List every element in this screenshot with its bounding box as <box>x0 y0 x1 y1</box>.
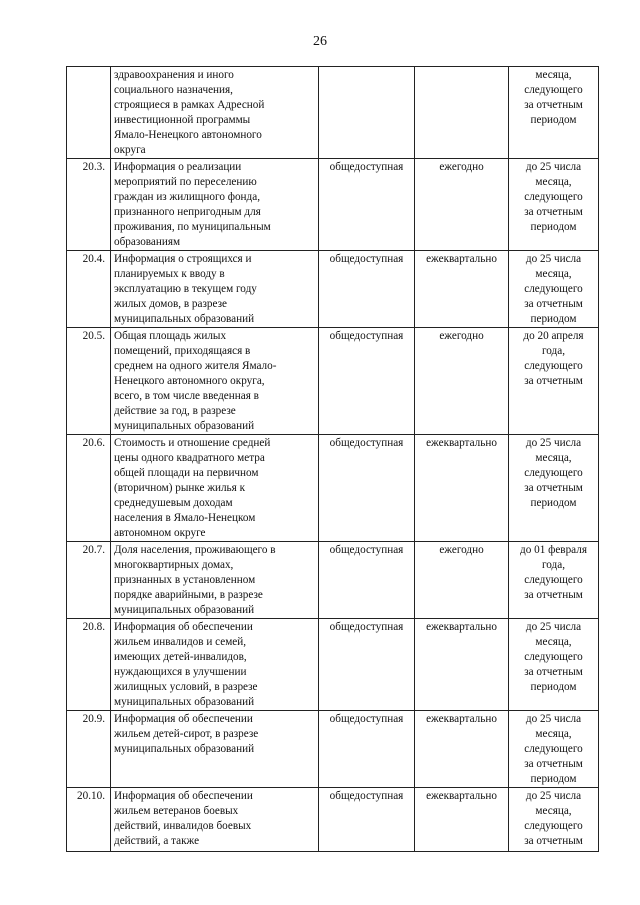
deadline-cell <box>509 67 599 159</box>
deadline: до 20 апреля года, следующего за отчетным <box>523 330 584 387</box>
indicator-name: здравоохранения и иного социального назначения, строящиеся в рамках Адресной инвестиционной программы Ямало-Ненецкого автономного округа <box>114 69 265 156</box>
periodicity-cell <box>415 711 509 788</box>
indicator-name: Информация о реализации мероприятий по переселению граждан из жилищного фонда, признанного непригодным для проживания, по муниципальным образованиям <box>114 161 271 248</box>
page-number: 26 <box>313 34 327 49</box>
deadline: до 25 числа месяца, следующего за отчетным периодом <box>524 713 583 785</box>
row-number-cell <box>67 251 111 328</box>
row-number: 20.9. <box>82 713 105 725</box>
row-number: 20.8. <box>82 621 105 633</box>
row-number-cell <box>67 328 111 435</box>
periodicity: ежеквартально <box>426 621 497 633</box>
periodicity: ежеквартально <box>426 437 497 449</box>
indicator-name-cell <box>111 619 319 711</box>
periodicity-cell <box>415 788 509 852</box>
access-type-cell <box>319 619 415 711</box>
table-row <box>67 67 599 159</box>
row-number: 20.5. <box>82 330 105 342</box>
row-number-cell <box>67 619 111 711</box>
indicator-name: Информация об обеспечении жильем детей-сирот, в разрезе муниципальных образований <box>114 713 259 755</box>
row-number: 20.4. <box>82 253 105 265</box>
periodicity-cell <box>415 67 509 159</box>
deadline: до 25 числа месяца, следующего за отчетным периодом <box>524 621 583 693</box>
table-row <box>67 159 599 251</box>
deadline: месяца, следующего за отчетным периодом <box>524 69 583 126</box>
periodicity: ежегодно <box>439 544 484 556</box>
access-type: общедоступная <box>329 544 404 556</box>
access-type: общедоступная <box>329 330 404 342</box>
row-number: 20.3. <box>82 161 105 173</box>
table-row <box>67 788 599 852</box>
access-type-cell <box>319 328 415 435</box>
access-type-cell <box>319 542 415 619</box>
table-row <box>67 619 599 711</box>
table-row <box>67 251 599 328</box>
indicator-name-cell <box>111 711 319 788</box>
indicator-name-cell <box>111 251 319 328</box>
deadline: до 25 числа месяца, следующего за отчетным периодом <box>524 161 583 233</box>
access-type: общедоступная <box>329 253 404 265</box>
row-number-cell <box>67 542 111 619</box>
table-row <box>67 435 599 542</box>
table-row <box>67 328 599 435</box>
deadline-cell <box>509 159 599 251</box>
access-type-cell <box>319 435 415 542</box>
access-type: общедоступная <box>329 621 404 633</box>
indicator-name-cell <box>111 159 319 251</box>
indicator-name-cell <box>111 542 319 619</box>
access-type-cell <box>319 251 415 328</box>
access-type: общедоступная <box>329 790 404 802</box>
periodicity: ежеквартально <box>426 253 497 265</box>
deadline-cell <box>509 619 599 711</box>
deadline: до 25 числа месяца, следующего за отчетным периодом <box>524 253 583 325</box>
periodicity-cell <box>415 542 509 619</box>
deadline-cell <box>509 328 599 435</box>
periodicity-cell <box>415 328 509 435</box>
deadline-cell <box>509 542 599 619</box>
access-type-cell <box>319 159 415 251</box>
indicator-name: Стоимость и отношение средней цены одного квадратного метра общей площади на первичном (вторичном) рынке жилья к среднедушевым доходам населения в Ямало-Ненецком автономном округе <box>114 437 271 539</box>
deadline: до 25 числа месяца, следующего за отчетным периодом <box>524 437 583 509</box>
periodicity: ежегодно <box>439 330 484 342</box>
indicator-name-cell <box>111 67 319 159</box>
row-number-cell <box>67 788 111 852</box>
access-type: общедоступная <box>329 437 404 449</box>
row-number: 20.7. <box>82 544 105 556</box>
access-type-cell <box>319 67 415 159</box>
access-type: общедоступная <box>329 161 404 173</box>
access-type-cell <box>319 711 415 788</box>
periodicity: ежеквартально <box>426 790 497 802</box>
periodicity: ежегодно <box>439 161 484 173</box>
deadline-cell <box>509 788 599 852</box>
indicator-name: Информация об обеспечении жильем ветеранов боевых действий, инвалидов боевых действий, а также <box>114 790 253 847</box>
row-number-cell <box>67 159 111 251</box>
periodicity-cell <box>415 251 509 328</box>
deadline: до 25 числа месяца, следующего за отчетным <box>524 790 583 847</box>
deadline-cell <box>509 251 599 328</box>
table-row <box>67 542 599 619</box>
periodicity-cell <box>415 619 509 711</box>
indicator-name: Доля населения, проживающего в многоквартирных домах, признанных в установленном порядке аварийными, в разрезе муниципальных образований <box>114 544 276 616</box>
periodicity: ежеквартально <box>426 713 497 725</box>
indicator-name: Общая площадь жилых помещений, приходящаяся в среднем на одного жителя Ямало- Ненецкого автономного округа, всего, в том числе введенная в действие за год, в разрезе муниципальных образований <box>114 330 277 432</box>
document-table <box>66 66 599 852</box>
indicator-name-cell <box>111 328 319 435</box>
indicator-name: Информация об обеспечении жильем инвалидов и семей, имеющих детей-инвалидов, нуждающихся в улучшении жилищных условий, в разрезе муниципальных образований <box>114 621 258 708</box>
indicator-name-cell <box>111 435 319 542</box>
access-type-cell <box>319 788 415 852</box>
row-number-cell <box>67 435 111 542</box>
row-number-cell <box>67 67 111 159</box>
table-row <box>67 711 599 788</box>
periodicity-cell <box>415 159 509 251</box>
access-type: общедоступная <box>329 713 404 725</box>
deadline-cell <box>509 435 599 542</box>
deadline-cell <box>509 711 599 788</box>
deadline: до 01 февраля года, следующего за отчетным <box>520 544 587 601</box>
row-number: 20.10. <box>77 790 105 802</box>
indicator-name: Информация о строящихся и планируемых к вводу в эксплуатацию в текущем году жилых домов, в разрезе муниципальных образований <box>114 253 257 325</box>
indicator-name-cell <box>111 788 319 852</box>
periodicity-cell <box>415 435 509 542</box>
row-number-cell <box>67 711 111 788</box>
row-number: 20.6. <box>82 437 105 449</box>
